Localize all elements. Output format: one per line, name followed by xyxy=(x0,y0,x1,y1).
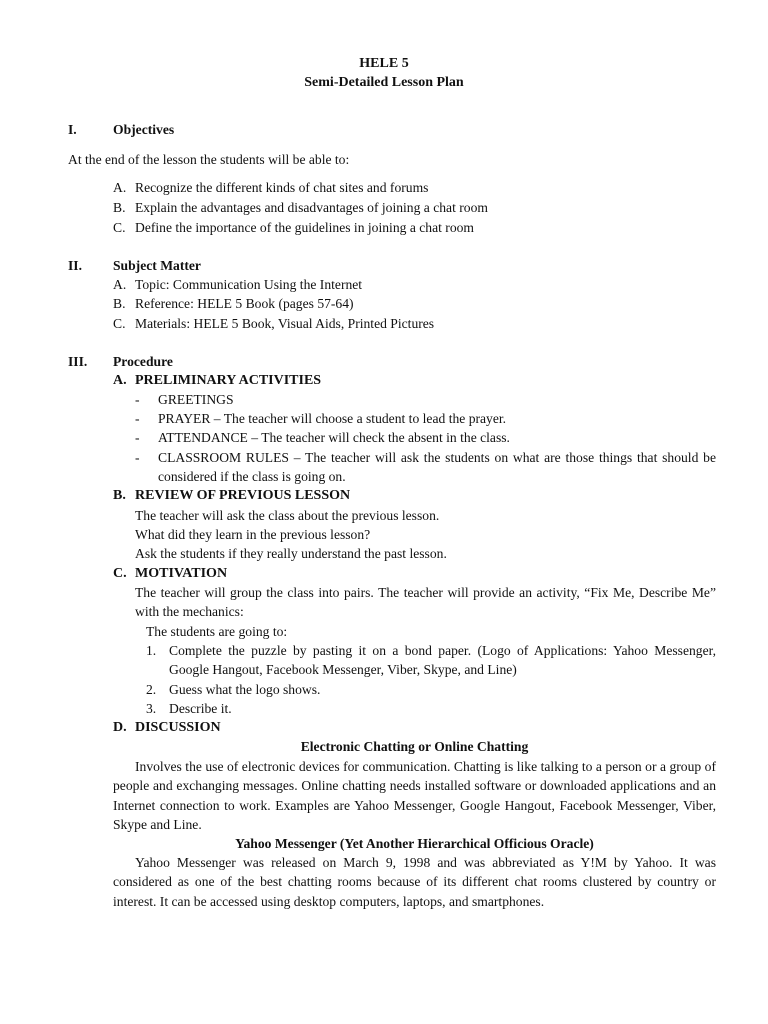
review-heading: B. REVIEW OF PREVIOUS LESSON xyxy=(113,488,351,503)
section-title: Subject Matter xyxy=(113,258,201,273)
list-item: B. Reference: HELE 5 Book (pages 57-64) xyxy=(113,296,354,311)
list-item: - CLASSROOM RULES – The teacher will ask the students on what are those things that should be considered if the class is going on. xyxy=(135,450,716,485)
list-item: B. Explain the advantages and disadvantages of joining a chat room xyxy=(113,200,488,215)
list-item: - PRAYER – The teacher will choose a student to lead the prayer. xyxy=(135,411,507,426)
discussion-topic-text: Yahoo Messenger was released on March 9, 1998 and was abbreviated as Y!M by Yahoo. It was considered as one of the best chatting rooms because of its different chat rooms clustered by country or interest. It can be accessed using desktop computers, laptops, and smartphones. xyxy=(113,855,716,909)
list-item: 3. Describe it. xyxy=(146,701,232,716)
motivation-text: The teacher will group the class into pairs. The teacher will provide an activity, “Fix Me, Describe Me” with the mechanics: xyxy=(135,585,716,620)
preliminary-activities-heading: A. PRELIMINARY ACTIVITIES xyxy=(113,373,322,388)
list-item: - GREETINGS xyxy=(135,392,234,407)
section-number: III. xyxy=(68,354,88,369)
section-procedure-heading xyxy=(68,352,173,371)
review-line: Ask the students if they really understand the past lesson. xyxy=(135,546,447,561)
review-line: What did they learn in the previous lesson? xyxy=(135,527,371,542)
list-item: 1. Complete the puzzle by pasting it on a bond paper. (Logo of Applications: Yahoo Messenger, Google Hangout, Facebook Messenger, Viber, Skype, and Line) xyxy=(146,643,716,678)
list-item: 2. Guess what the logo shows. xyxy=(146,682,321,697)
list-item: C. Define the importance of the guidelines in joining a chat room xyxy=(113,220,474,235)
discussion-heading: D. DISCUSSION xyxy=(113,720,221,735)
motivation-intro: The students are going to: xyxy=(146,624,288,639)
section-objectives-heading xyxy=(68,120,174,139)
list-item: A. Recognize the different kinds of chat sites and forums xyxy=(113,180,429,195)
document-title: HELE 5 xyxy=(359,56,409,71)
list-item: C. Materials: HELE 5 Book, Visual Aids, Printed Pictures xyxy=(113,316,435,331)
section-subject-matter-heading xyxy=(68,256,201,275)
discussion-topic-title: Electronic Chatting or Online Chatting xyxy=(300,739,529,754)
document-subtitle: Semi-Detailed Lesson Plan xyxy=(304,75,464,90)
discussion-topic-text: Involves the use of electronic devices for communication. Chatting is like talking to a person or a group of people and exchanging messages. Online chatting needs installed software or downloaded applications and an Internet connection to work. Examples are Yahoo Messenger, Google Hangout, Facebook Messenger, Viber, Skype and Line. xyxy=(113,759,716,833)
discussion-topic-title: Yahoo Messenger (Yet Another Hierarchical Officious Oracle) xyxy=(235,836,594,851)
list-item: - ATTENDANCE – The teacher will check the absent in the class. xyxy=(135,430,510,445)
motivation-heading: C. MOTIVATION xyxy=(113,566,228,581)
section-title: Procedure xyxy=(113,354,173,369)
review-line: The teacher will ask the class about the previous lesson. xyxy=(135,508,440,523)
list-item: A. Topic: Communication Using the Internet xyxy=(113,277,363,292)
objectives-intro: At the end of the lesson the students will be able to: xyxy=(68,152,350,167)
section-number: I. xyxy=(68,122,77,137)
section-title: Objectives xyxy=(113,122,175,137)
section-number: II. xyxy=(68,258,82,273)
